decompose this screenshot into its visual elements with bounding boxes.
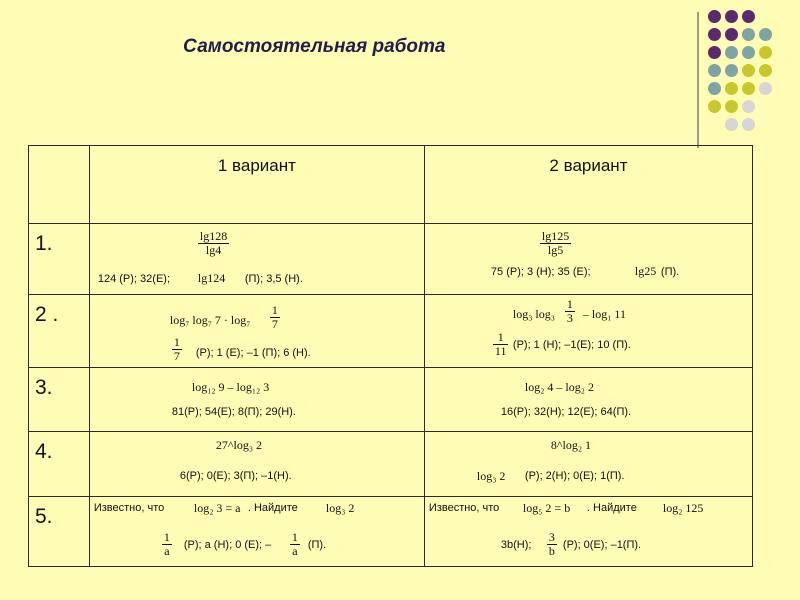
dot: [742, 64, 755, 77]
inline-formula: lg25: [634, 264, 657, 278]
dot: [759, 64, 772, 77]
answers: 75 (Р); 3 (Н); 35 (Е);: [490, 266, 591, 278]
answers: 6(Р); 0(Е); 3(П); –1(Н).: [179, 470, 292, 482]
formula: log₃ log₃: [512, 307, 555, 321]
fraction: $\frac{\lg 125}{\lg 5}$: [541, 229, 570, 257]
dot: [742, 28, 755, 41]
fraction: $\frac{1}{7}$: [271, 303, 278, 331]
dot: [759, 28, 772, 41]
fraction: $\frac{\lg 128}{\lg 4}$: [199, 229, 228, 257]
answers: (Р); a (Н); 0 (Е); –: [183, 539, 272, 551]
answers: (Р); 0(Е); –1(П).: [562, 539, 642, 551]
formula: 8^log₂ 1: [550, 438, 592, 452]
dot: [708, 82, 721, 95]
dot: [708, 64, 721, 77]
row-number: 3.: [35, 376, 53, 399]
find-text: . Найдите: [586, 502, 637, 514]
find-text: . Найдите: [247, 502, 298, 514]
dot: [725, 118, 738, 131]
dot: [759, 46, 772, 59]
table-row: [29, 368, 753, 432]
answers: (Р); 2(Н); 0(Е); 1(П).: [524, 470, 625, 482]
formula: 27^log₃ 2: [215, 438, 263, 452]
fraction: $\frac{1}{3}$: [566, 297, 573, 325]
target-formula: log₂ 125: [662, 501, 704, 515]
lead-fraction: $\frac{1}{11}$: [494, 330, 507, 358]
known-text: Известно, что: [428, 502, 500, 514]
condition-formula: log₅ 2 = b: [522, 501, 571, 515]
formula: log₂ 4 – log₂ 2: [524, 380, 594, 394]
answers: 81(Р); 54(Е); 8(П); 29(Н).: [171, 406, 296, 418]
formula: log₁₂ 9 – log₁₂ 3: [191, 380, 270, 394]
work-table: [28, 145, 753, 567]
answers: 16(Р); 32(Н); 12(Е); 64(П).: [500, 406, 632, 418]
answers: (Р); 1 (Н); –1(Е); 10 (П).: [512, 339, 631, 351]
dot: [725, 82, 738, 95]
mid-fraction: $\frac{3}{b}$: [548, 530, 555, 558]
known-text: Известно, что: [93, 502, 165, 514]
dot: [708, 100, 721, 113]
lead-fraction: $\frac{1}{a}$: [163, 530, 170, 558]
row-number: 2 .: [35, 303, 59, 326]
lead-fraction: $\frac{1}{7}$: [173, 335, 180, 363]
dot: [759, 82, 772, 95]
dot: [725, 46, 738, 59]
dot: [742, 46, 755, 59]
dot: [708, 28, 721, 41]
page-title: Самостоятельная работа: [183, 36, 446, 57]
answers-tail: (П).: [660, 266, 680, 278]
answers-tail: (П); 3,5 (Н).: [244, 273, 303, 285]
dot: [725, 28, 738, 41]
dot: [708, 46, 721, 59]
dot: [742, 100, 755, 113]
target-formula: log₃ 2: [325, 501, 355, 515]
dot: [742, 118, 755, 131]
condition-formula: log₂ 3 = a: [193, 501, 241, 515]
header-variant1: 1 вариант: [89, 146, 424, 224]
dot: [725, 100, 738, 113]
header-row: [29, 146, 753, 224]
dot: [725, 10, 738, 23]
table-row: [29, 224, 753, 295]
table-row: [29, 432, 753, 497]
formula-tail: – log₁ 11: [582, 307, 626, 321]
inline-formula: lg124: [197, 271, 226, 285]
row-number: 4.: [35, 440, 53, 463]
row-number: 1.: [35, 232, 53, 255]
tail-fraction: $\frac{1}{a}$: [291, 530, 298, 558]
answers-lead: 3b(Н);: [500, 539, 532, 551]
dot: [742, 82, 755, 95]
formula: log₇ log₇ 7 · log₇: [169, 313, 251, 327]
formula-lead: log₃ 2: [476, 469, 506, 483]
answers: 124 (Р); 32(Е);: [97, 273, 170, 285]
row-number: 5.: [35, 505, 53, 528]
answers-tail: (П).: [307, 539, 327, 551]
header-variant2: 2 вариант: [424, 146, 752, 224]
divider-line: [697, 12, 699, 148]
dot: [742, 10, 755, 23]
answers: (Р); 1 (Е); –1 (П); 6 (Н).: [195, 347, 311, 359]
table-row: [29, 295, 753, 368]
table-row: [29, 497, 753, 567]
dot: [708, 10, 721, 23]
dot: [725, 64, 738, 77]
header-empty-cell: [29, 146, 90, 224]
